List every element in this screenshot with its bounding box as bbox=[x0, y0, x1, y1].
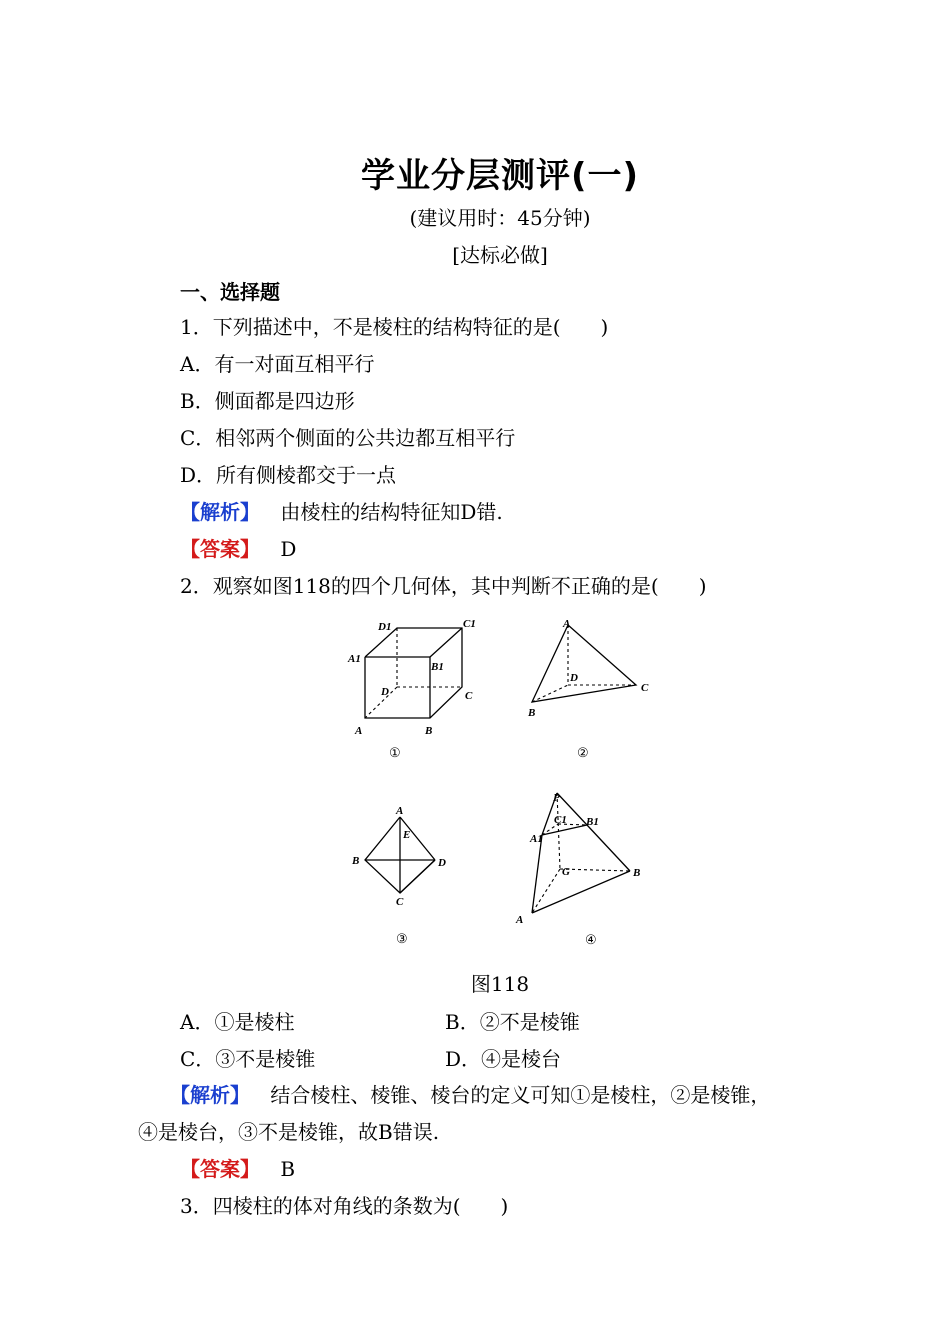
q2-answer bbox=[180, 1153, 295, 1182]
q1-option-c: C．相邻两个侧面的公共边都互相平行 bbox=[180, 426, 516, 450]
figure-combined bbox=[345, 800, 455, 950]
fig2-label: B bbox=[528, 707, 536, 719]
answer-tag: 【答案】 bbox=[180, 537, 260, 561]
q2-analysis bbox=[170, 1079, 770, 1108]
figure-frustum bbox=[512, 787, 652, 950]
fig4-label: A1 bbox=[530, 833, 543, 845]
section-heading: 一、选择题 bbox=[180, 280, 280, 304]
fig4-label: B bbox=[633, 867, 641, 879]
fig3-label: D bbox=[438, 857, 446, 869]
analysis-text: 结合棱柱、棱锥、棱台的定义可知①是棱柱，②是棱锥， bbox=[270, 1083, 771, 1107]
page-title: 学业分层测评(一) bbox=[360, 156, 640, 196]
q2-option-a: A．①是棱柱 bbox=[180, 1010, 295, 1034]
q2-option-b: B．②不是棱锥 bbox=[445, 1010, 580, 1034]
q1-stem: 1．下列描述中，不是棱柱的结构特征的是( ) bbox=[180, 315, 609, 339]
q1-option-d: D．所有侧棱都交于一点 bbox=[180, 463, 397, 487]
fig1-label: A1 bbox=[348, 653, 361, 665]
fig3-label: E bbox=[403, 829, 411, 841]
q2-analysis-cont: ④是棱台，③不是棱锥，故B错误. bbox=[138, 1120, 440, 1144]
analysis-text: 由棱柱的结构特征知D错. bbox=[280, 500, 503, 524]
q1-answer bbox=[180, 533, 296, 562]
fig1-label: C bbox=[465, 690, 473, 702]
fig3-number: ③ bbox=[396, 931, 408, 946]
fig4-label: P bbox=[553, 792, 560, 804]
fig1-label: C1 bbox=[463, 618, 476, 630]
q1-option-a: A．有一对面互相平行 bbox=[180, 352, 375, 376]
fig3-label: B bbox=[352, 855, 360, 867]
fig4-label: A bbox=[516, 914, 524, 926]
fig1-label: D bbox=[381, 686, 389, 698]
q2-option-c: C．③不是棱锥 bbox=[180, 1047, 316, 1071]
fig2-label: D bbox=[570, 672, 578, 684]
q2-option-d: D．④是棱台 bbox=[445, 1047, 562, 1071]
level-label: [达标必做] bbox=[452, 243, 548, 267]
fig1-label: A bbox=[355, 725, 363, 737]
fig2-label: C bbox=[641, 682, 649, 694]
fig3-label: A bbox=[396, 805, 404, 817]
fig3-label: C bbox=[396, 896, 404, 908]
q2-stem: 2．观察如图118的四个几何体，其中判断不正确的是( ) bbox=[180, 574, 707, 598]
fig4-label: G bbox=[562, 866, 570, 878]
fig4-number: ④ bbox=[585, 932, 597, 947]
answer-tag: 【答案】 bbox=[180, 1157, 260, 1181]
answer-text: B bbox=[280, 1157, 296, 1181]
analysis-tag: 【解析】 bbox=[170, 1083, 250, 1107]
fig1-label: B bbox=[425, 725, 433, 737]
figure-prism bbox=[345, 617, 480, 762]
fig1-number: ① bbox=[389, 745, 401, 760]
q1-analysis bbox=[180, 496, 503, 525]
fig4-label: B1 bbox=[586, 816, 599, 828]
analysis-tag: 【解析】 bbox=[180, 500, 260, 524]
q3-stem: 3．四棱柱的体对角线的条数为( ) bbox=[180, 1194, 509, 1218]
q1-option-b: B．侧面都是四边形 bbox=[180, 389, 355, 413]
fig1-label: D1 bbox=[378, 621, 392, 633]
answer-text: D bbox=[280, 537, 297, 561]
figure-pyramid bbox=[520, 615, 660, 762]
fig4-label: C1 bbox=[554, 814, 567, 826]
fig1-label: B1 bbox=[431, 661, 444, 673]
fig2-label: A bbox=[563, 618, 571, 630]
time-note: (建议用时：45分钟) bbox=[409, 206, 591, 230]
figure-caption: 图118 bbox=[470, 972, 530, 996]
fig2-number: ② bbox=[577, 745, 589, 760]
